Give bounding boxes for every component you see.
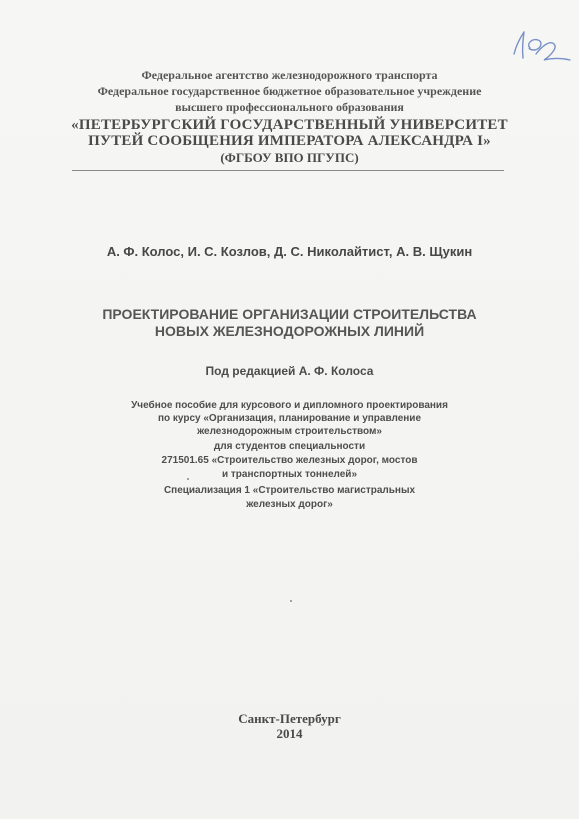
authors: А. Ф. Колос, И. С. Козлов, Д. С. Николайтист, А. В. Щукин: [106, 244, 473, 259]
description-line: железнодорожным строительством»: [197, 426, 382, 437]
document-title-line-2: НОВЫХ ЖЕЛЕЗНОДОРОЖНЫХ ЛИНИЙ: [154, 323, 425, 339]
description-line: железных дорог»: [246, 499, 333, 510]
header-university-name-1: «ПЕТЕРБУРГСКИЙ ГОСУДАРСТВЕННЫЙ УНИВЕРСИТЕТ: [71, 117, 508, 133]
header-abbreviation: (ФГБОУ ВПО ПГУПС): [220, 150, 359, 165]
document-title-line-1: ПРОЕКТИРОВАНИЕ ОРГАНИЗАЦИИ СТРОИТЕЛЬСТВА: [102, 306, 477, 322]
scan-speck: [290, 600, 292, 602]
header-university-name-2: ПУТЕЙ СООБЩЕНИЯ ИМПЕРАТОРА АЛЕКСАНДРА I»: [88, 133, 491, 149]
description-line: и транспортных тоннелей»: [221, 469, 358, 480]
description-line: Специализация 1 «Строительство магистральных: [163, 485, 416, 496]
header-agency: Федеральное агентство железнодорожного транспорта: [141, 68, 438, 82]
description-line: 271501.65 «Строительство железных дорог, мостов: [161, 455, 418, 466]
publication-city: Санкт-Петербург: [238, 711, 341, 726]
editor-line: Под редакцией А. Ф. Колоса: [205, 364, 374, 378]
scan-speck: [187, 478, 189, 480]
description-line: по курсу «Организация, планирование и управление: [157, 413, 422, 424]
description-line: для студентов специальности: [213, 441, 366, 452]
header-divider: [72, 170, 504, 171]
header-education-level: высшего профессионального образования: [175, 100, 404, 114]
publication-year: 2014: [276, 726, 303, 741]
description-line: Учебное пособие для курсового и дипломного проектирования: [131, 400, 448, 411]
handwritten-signature-icon: [506, 18, 574, 76]
header-institution-type: Федеральное государственное бюджетное образовательное учреждение: [97, 84, 482, 98]
